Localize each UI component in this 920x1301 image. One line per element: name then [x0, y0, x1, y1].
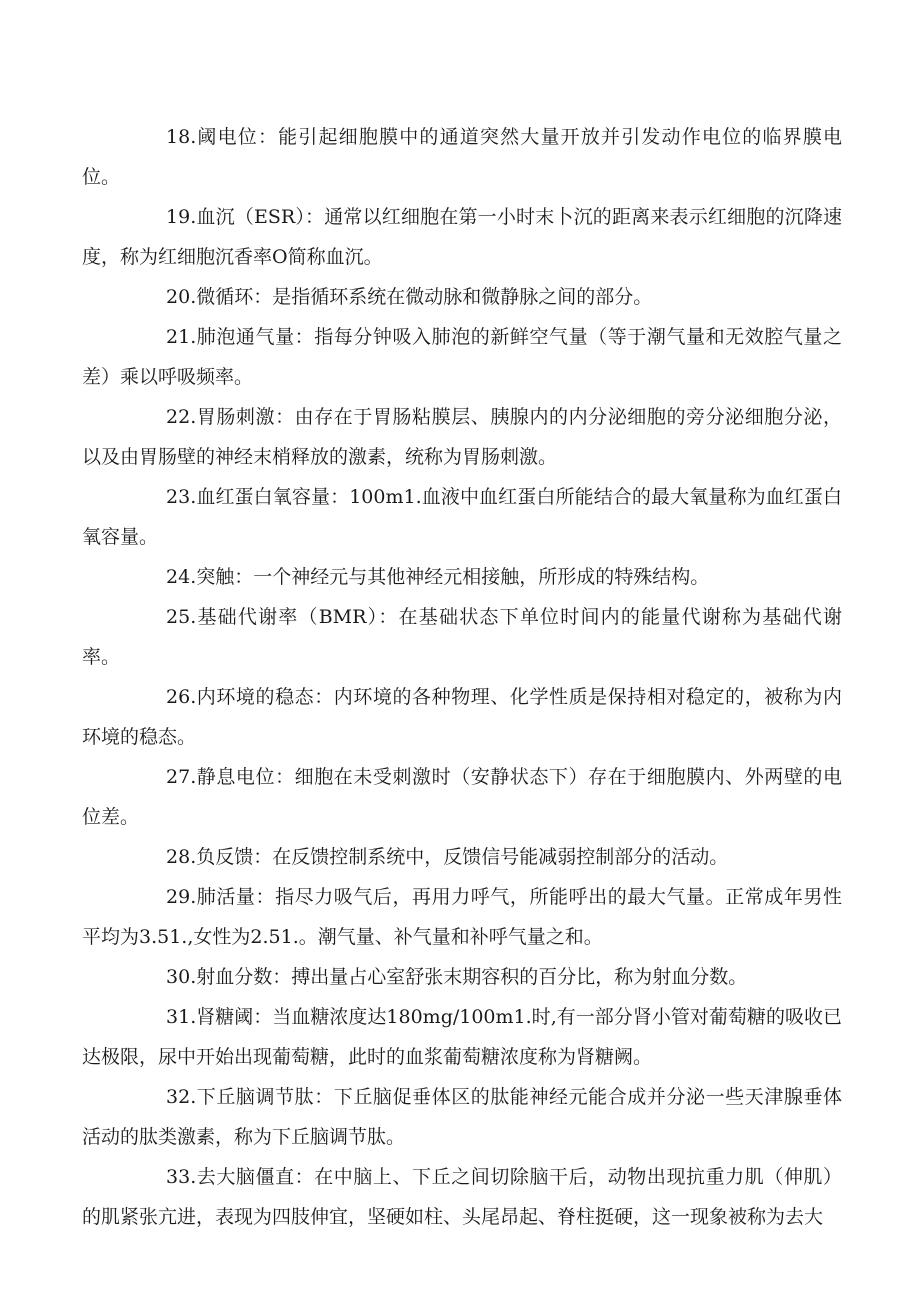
definition-entry-29 — [82, 877, 842, 957]
entry-number: 25 — [166, 606, 191, 628]
entry-text: .血红蛋白氧容量：100m1.血液中血红蛋白所能结合的最大氧量称为血红蛋白氧容量。 — [82, 486, 842, 548]
entry-number: 33 — [166, 1166, 191, 1188]
entry-number: 23 — [166, 486, 191, 508]
entry-number: 29 — [166, 886, 191, 908]
entry-text: .肺活量：指尽力吸气后，再用力呼气，所能呼出的最大气量。正常成年男性平均为3.51.,女性为2.51.。潮气量、补气量和补呼气量之和。 — [82, 886, 842, 948]
definition-entry-23 — [82, 477, 842, 557]
entry-text: .去大脑僵直：在中脑上、下丘之间切除脑干后，动物出现抗重力肌（伸肌）的肌紧张亢进，表现为四肢伸宜，坚硬如柱、头尾昂起、脊柱挺硬，这一现象被称为去大 — [82, 1166, 842, 1228]
definition-list — [82, 117, 842, 1237]
entry-number: 30 — [166, 966, 191, 988]
definition-entry-32 — [82, 1077, 842, 1157]
entry-text: .微循环：是指循环系统在微动脉和微静脉之间的部分。 — [190, 286, 653, 308]
definition-entry-24 — [82, 557, 842, 597]
entry-text: .肺泡通气量：指每分钟吸入肺泡的新鲜空气量（等于潮气量和无效腔气量之差）乘以呼吸频率。 — [82, 326, 842, 388]
definition-entry-28 — [82, 837, 842, 877]
entry-number: 24 — [166, 566, 191, 588]
entry-number: 32 — [166, 1086, 191, 1108]
entry-text: .血沉（ESR）：通常以红细胞在第一小时末卜沉的距离来表示红细胞的沉降速度，称为红细胞沉香率O简称血沉。 — [82, 206, 842, 268]
entry-number: 18 — [166, 126, 191, 148]
definition-entry-30 — [82, 957, 842, 997]
entry-number: 26 — [166, 686, 191, 708]
definition-entry-21 — [82, 317, 842, 397]
definition-entry-19 — [82, 197, 842, 277]
definition-entry-18 — [82, 117, 842, 197]
entry-text: .负反馈：在反馈控制系统中，反馈信号能减弱控制部分的活动。 — [190, 846, 729, 868]
entry-number: 20 — [166, 286, 191, 308]
entry-text: .内环境的稳态：内环境的各种物理、化学性质是保持相对稳定的，被称为内环境的稳态。 — [82, 686, 842, 748]
entry-number: 28 — [166, 846, 191, 868]
entry-text: .静息电位：细胞在未受刺激时（安静状态下）存在于细胞膜内、外两壁的电位差。 — [82, 766, 842, 828]
entry-text: .胃肠刺激：由存在于胃肠粘膜层、胰腺内的内分泌细胞的旁分泌细胞分泌，以及由胃肠壁的神经末梢释放的激素，统称为胃肠刺激。 — [82, 406, 842, 468]
definition-entry-33 — [82, 1157, 842, 1237]
definition-entry-26 — [82, 677, 842, 757]
definition-entry-20 — [82, 277, 842, 317]
entry-text: .阈电位：能引起细胞膜中的通道突然大量开放并引发动作电位的临界膜电位。 — [82, 126, 842, 188]
entry-number: 31 — [166, 1006, 191, 1028]
entry-number: 22 — [166, 406, 191, 428]
entry-number: 19 — [166, 206, 191, 228]
definition-entry-25 — [82, 597, 842, 677]
entry-text: .基础代谢率（BMR）：在基础状态下单位时间内的能量代谢称为基础代谢率。 — [82, 606, 842, 668]
entry-text: .射血分数：搏出量占心室舒张末期容积的百分比，称为射血分数。 — [190, 966, 748, 988]
entry-text: .下丘脑调节肽：下丘脑促垂体区的肽能神经元能合成并分泌一些天津腺垂体活动的肽类激素，称为下丘脑调节肽。 — [82, 1086, 842, 1148]
definition-entry-31 — [82, 997, 842, 1077]
definition-entry-27 — [82, 757, 842, 837]
entry-text: .肾糖阈：当血糖浓度达180mg/100m1.时,有一部分肾小管对葡萄糖的吸收已达极限，尿中开始出现葡萄糖，此时的血浆葡萄糖浓度称为肾糖阙。 — [82, 1006, 842, 1068]
entry-number: 27 — [166, 766, 191, 788]
entry-number: 21 — [166, 326, 191, 348]
entry-text: .突触：一个神经元与其他神经元相接触，所形成的特殊结构。 — [190, 566, 710, 588]
definition-entry-22 — [82, 397, 842, 477]
